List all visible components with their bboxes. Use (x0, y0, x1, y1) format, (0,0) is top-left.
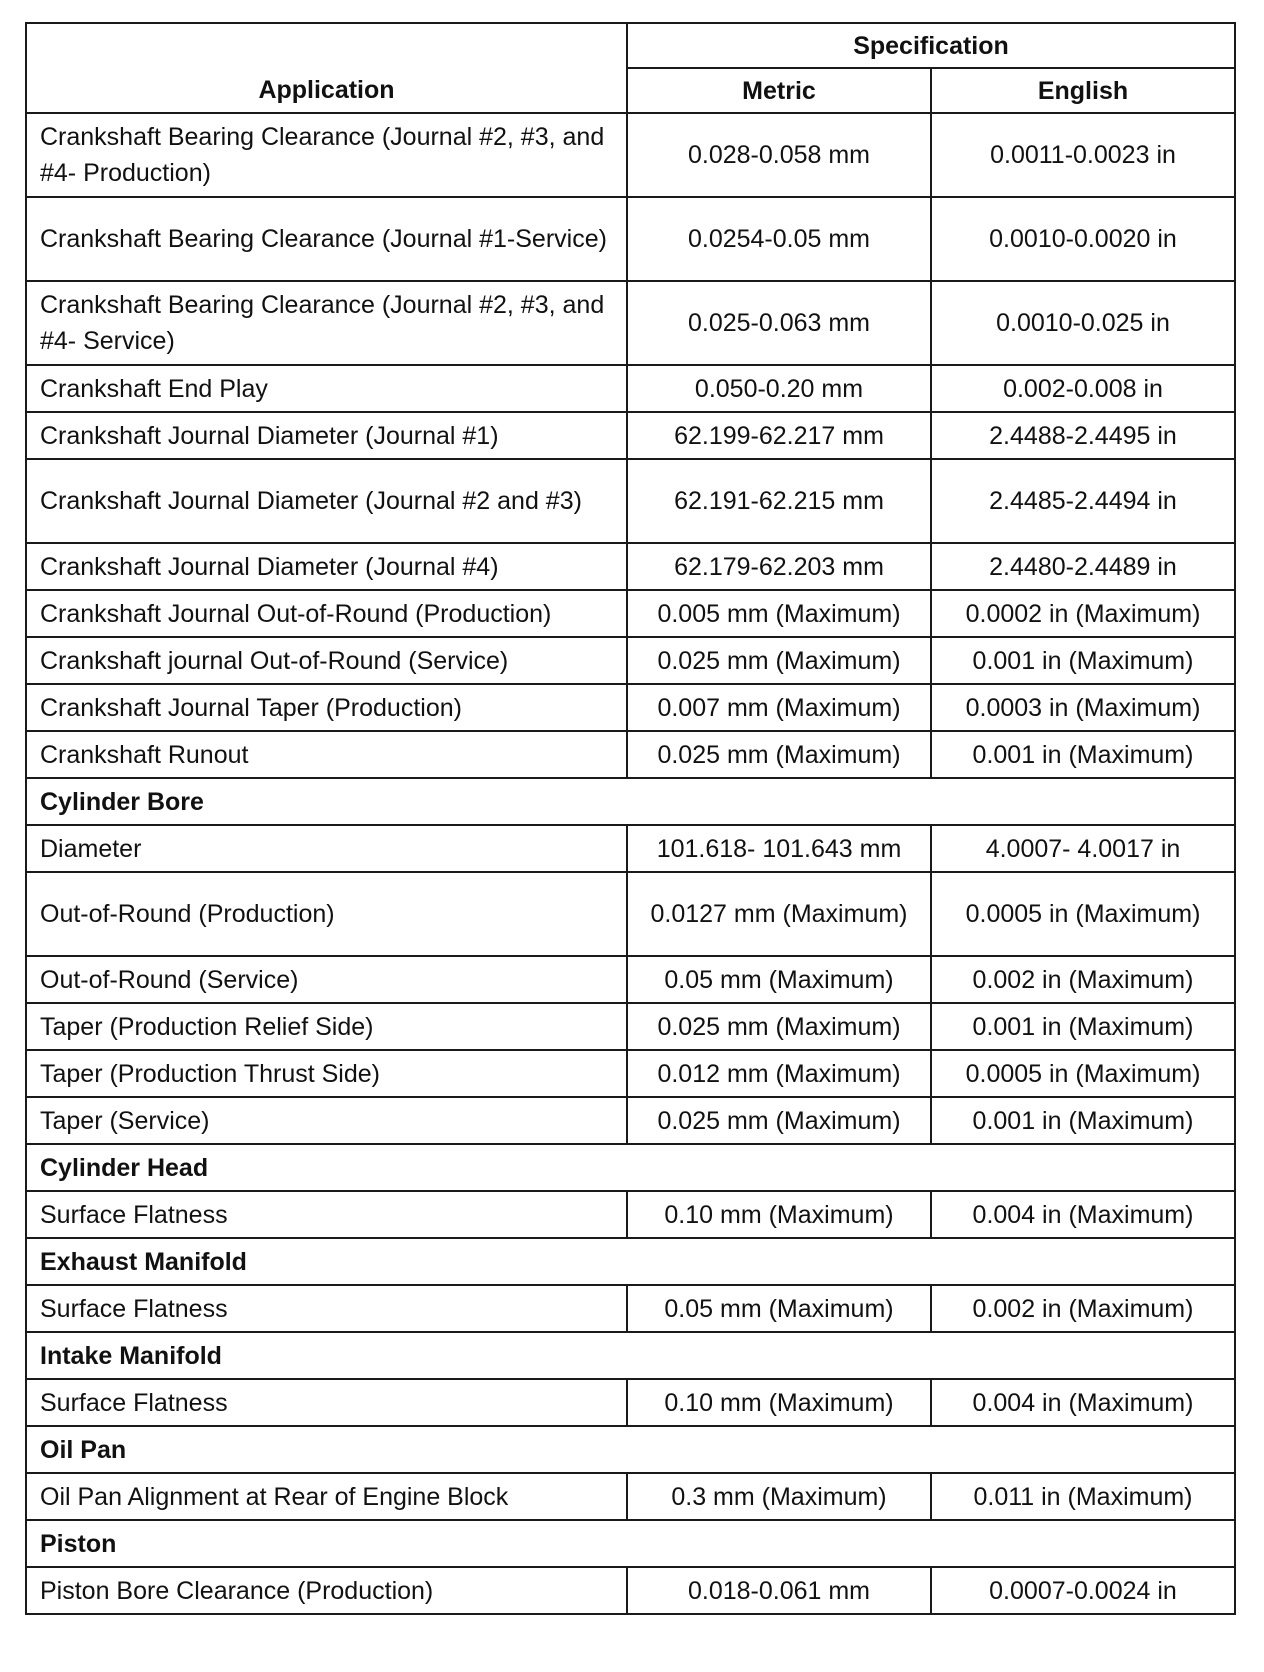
table-row (26, 113, 1235, 197)
section-row (26, 1144, 1235, 1191)
english-cell: 0.0007-0.0024 in (931, 1567, 1235, 1614)
application-cell: Crankshaft Bearing Clearance (Journal #1-Service) (26, 197, 627, 281)
application-cell: Piston Bore Clearance (Production) (26, 1567, 627, 1614)
metric-cell: 0.025 mm (Maximum) (627, 637, 931, 684)
table-row (26, 590, 1235, 637)
section-row (26, 1520, 1235, 1567)
english-cell: 0.004 in (Maximum) (931, 1379, 1235, 1426)
english-cell: 2.4488-2.4495 in (931, 412, 1235, 459)
table-row (26, 1050, 1235, 1097)
english-cell: 0.001 in (Maximum) (931, 1003, 1235, 1050)
section-row (26, 1332, 1235, 1379)
table-row (26, 543, 1235, 590)
section-row (26, 1238, 1235, 1285)
english-cell: 4.0007- 4.0017 in (931, 825, 1235, 872)
section-title: Oil Pan (26, 1426, 1235, 1473)
table-row (26, 1379, 1235, 1426)
metric-cell: 0.050-0.20 mm (627, 365, 931, 412)
metric-cell: 0.028-0.058 mm (627, 113, 931, 197)
application-cell: Crankshaft Journal Taper (Production) (26, 684, 627, 731)
table-row (26, 1567, 1235, 1614)
table-row (26, 1003, 1235, 1050)
application-cell: Crankshaft Bearing Clearance (Journal #2, #3, and #4- Service) (26, 281, 627, 365)
table-row (26, 459, 1235, 543)
metric-cell: 0.10 mm (Maximum) (627, 1191, 931, 1238)
application-cell: Taper (Production Relief Side) (26, 1003, 627, 1050)
metric-cell: 0.3 mm (Maximum) (627, 1473, 931, 1520)
specification-header: Specification (627, 23, 1235, 68)
metric-cell: 62.191-62.215 mm (627, 459, 931, 543)
metric-cell: 0.005 mm (Maximum) (627, 590, 931, 637)
application-cell: Crankshaft Runout (26, 731, 627, 778)
table-row (26, 956, 1235, 1003)
specification-table (25, 22, 1236, 1615)
table-row (26, 1473, 1235, 1520)
table-row (26, 637, 1235, 684)
english-cell: 2.4485-2.4494 in (931, 459, 1235, 543)
metric-cell: 0.05 mm (Maximum) (627, 1285, 931, 1332)
table-row (26, 412, 1235, 459)
section-row (26, 1426, 1235, 1473)
english-cell: 0.002 in (Maximum) (931, 1285, 1235, 1332)
english-cell: 0.0010-0.025 in (931, 281, 1235, 365)
application-cell: Surface Flatness (26, 1285, 627, 1332)
section-title: Intake Manifold (26, 1332, 1235, 1379)
english-cell: 0.0005 in (Maximum) (931, 872, 1235, 956)
application-cell: Surface Flatness (26, 1191, 627, 1238)
english-cell: 0.001 in (Maximum) (931, 1097, 1235, 1144)
application-cell: Out-of-Round (Service) (26, 956, 627, 1003)
section-title: Piston (26, 1520, 1235, 1567)
metric-cell: 101.618- 101.643 mm (627, 825, 931, 872)
english-cell: 0.0003 in (Maximum) (931, 684, 1235, 731)
section-title: Exhaust Manifold (26, 1238, 1235, 1285)
table-row (26, 197, 1235, 281)
table-row (26, 731, 1235, 778)
application-cell: Crankshaft Journal Out-of-Round (Production) (26, 590, 627, 637)
metric-cell: 0.025 mm (Maximum) (627, 1097, 931, 1144)
application-cell: Out-of-Round (Production) (26, 872, 627, 956)
english-cell: 2.4480-2.4489 in (931, 543, 1235, 590)
table-row (26, 684, 1235, 731)
table-row (26, 1097, 1235, 1144)
english-cell: 0.0010-0.0020 in (931, 197, 1235, 281)
metric-header: Metric (627, 68, 931, 113)
application-cell: Taper (Production Thrust Side) (26, 1050, 627, 1097)
application-cell: Surface Flatness (26, 1379, 627, 1426)
application-header: Application (26, 23, 627, 113)
application-cell: Crankshaft Journal Diameter (Journal #1) (26, 412, 627, 459)
application-cell: Crankshaft Bearing Clearance (Journal #2, #3, and #4- Production) (26, 113, 627, 197)
application-cell: Crankshaft journal Out-of-Round (Service) (26, 637, 627, 684)
metric-cell: 0.025 mm (Maximum) (627, 1003, 931, 1050)
section-row (26, 778, 1235, 825)
application-cell: Crankshaft Journal Diameter (Journal #4) (26, 543, 627, 590)
english-cell: 0.004 in (Maximum) (931, 1191, 1235, 1238)
english-cell: 0.011 in (Maximum) (931, 1473, 1235, 1520)
metric-cell: 0.007 mm (Maximum) (627, 684, 931, 731)
english-cell: 0.002 in (Maximum) (931, 956, 1235, 1003)
english-cell: 0.001 in (Maximum) (931, 731, 1235, 778)
application-cell: Crankshaft Journal Diameter (Journal #2 and #3) (26, 459, 627, 543)
application-cell: Taper (Service) (26, 1097, 627, 1144)
table-row (26, 825, 1235, 872)
english-cell: 0.0002 in (Maximum) (931, 590, 1235, 637)
metric-cell: 0.025-0.063 mm (627, 281, 931, 365)
metric-cell: 62.179-62.203 mm (627, 543, 931, 590)
section-title: Cylinder Head (26, 1144, 1235, 1191)
table-row (26, 1285, 1235, 1332)
metric-cell: 0.05 mm (Maximum) (627, 956, 931, 1003)
table-row (26, 365, 1235, 412)
metric-cell: 0.012 mm (Maximum) (627, 1050, 931, 1097)
english-cell: 0.002-0.008 in (931, 365, 1235, 412)
metric-cell: 0.10 mm (Maximum) (627, 1379, 931, 1426)
section-title: Cylinder Bore (26, 778, 1235, 825)
table-row (26, 281, 1235, 365)
table-row (26, 872, 1235, 956)
application-cell: Oil Pan Alignment at Rear of Engine Block (26, 1473, 627, 1520)
english-cell: 0.0005 in (Maximum) (931, 1050, 1235, 1097)
application-cell: Crankshaft End Play (26, 365, 627, 412)
english-cell: 0.0011-0.0023 in (931, 113, 1235, 197)
metric-cell: 0.0127 mm (Maximum) (627, 872, 931, 956)
table-row (26, 1191, 1235, 1238)
application-cell: Diameter (26, 825, 627, 872)
table-header (26, 23, 1235, 113)
english-header: English (931, 68, 1235, 113)
table-body (26, 113, 1235, 1614)
english-cell: 0.001 in (Maximum) (931, 637, 1235, 684)
metric-cell: 62.199-62.217 mm (627, 412, 931, 459)
metric-cell: 0.0254-0.05 mm (627, 197, 931, 281)
metric-cell: 0.018-0.061 mm (627, 1567, 931, 1614)
metric-cell: 0.025 mm (Maximum) (627, 731, 931, 778)
